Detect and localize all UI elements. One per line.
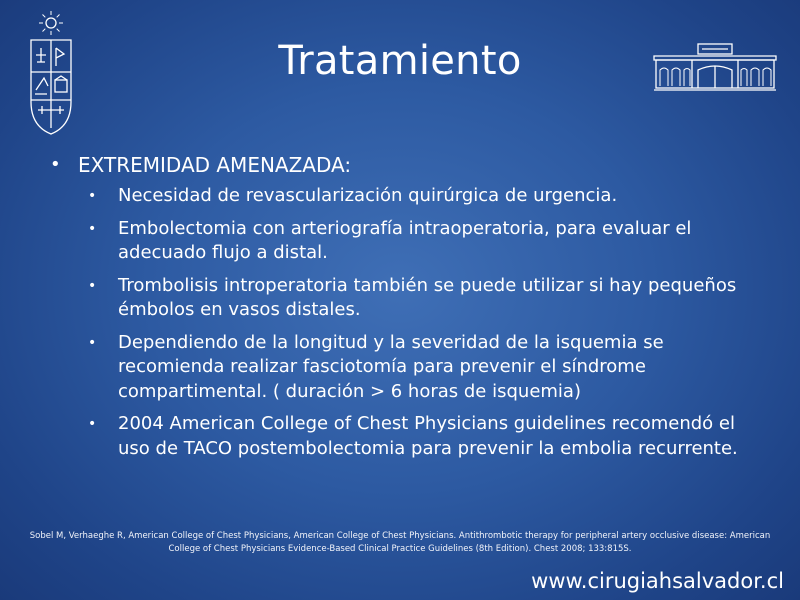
citation-footnote: Sobel M, Verhaeghe R, American College of Chest Physicians, American College of Chest Physicians. Antithrombotic therapy for peripheral artery occlusive disease: American College of Chest Physicians Evidence-Based Clinical Practice Guidelines (8th Edition). Chest 2008; 133:815S. bbox=[29, 531, 771, 554]
sub-bullet-item bbox=[50, 331, 770, 405]
sub-bullet-item bbox=[50, 184, 770, 209]
sub-bullet-text: Trombolisis introperatoria también se puede utilizar si hay pequeños émbolos en vasos distales. bbox=[118, 274, 737, 320]
bullet-dot: • bbox=[88, 188, 97, 204]
sub-bullet-text: Necesidad de revascularización quirúrgica de urgencia. bbox=[118, 185, 618, 206]
sub-bullet-text: Dependiendo de la longitud y la severidad de la isquemia se recomienda realizar fasciotomía para prevenir el síndrome compartimental. ( duración > 6 horas de isquemia) bbox=[118, 331, 664, 402]
bullet-dot: • bbox=[50, 154, 61, 175]
bullet-dot: • bbox=[88, 334, 97, 351]
bullet-dot: • bbox=[88, 416, 97, 432]
sub-bullet-list bbox=[50, 184, 770, 461]
sub-bullet-text: 2004 American College of Chest Physicians guidelines recomendó el uso de TACO postembolectomia para prevenir la embolia recurrente. bbox=[118, 413, 738, 459]
sub-bullet-item bbox=[50, 274, 770, 323]
sub-bullet-item bbox=[50, 412, 770, 461]
bullet-dot: • bbox=[88, 277, 97, 294]
website-url: www.cirugiahsalvador.cl bbox=[531, 569, 784, 593]
main-bullet-text: EXTREMIDAD AMENAZADA: bbox=[78, 153, 352, 177]
main-bullet bbox=[50, 150, 770, 180]
bullet-dot: • bbox=[88, 220, 97, 237]
slide-title: Tratamiento bbox=[278, 38, 522, 84]
bullet-list bbox=[50, 150, 770, 469]
sub-bullet-item bbox=[50, 217, 770, 266]
sub-bullet-text: Embolectomia con arteriografía intraoperatoria, para evaluar el adecuado flujo a distal. bbox=[118, 217, 692, 263]
